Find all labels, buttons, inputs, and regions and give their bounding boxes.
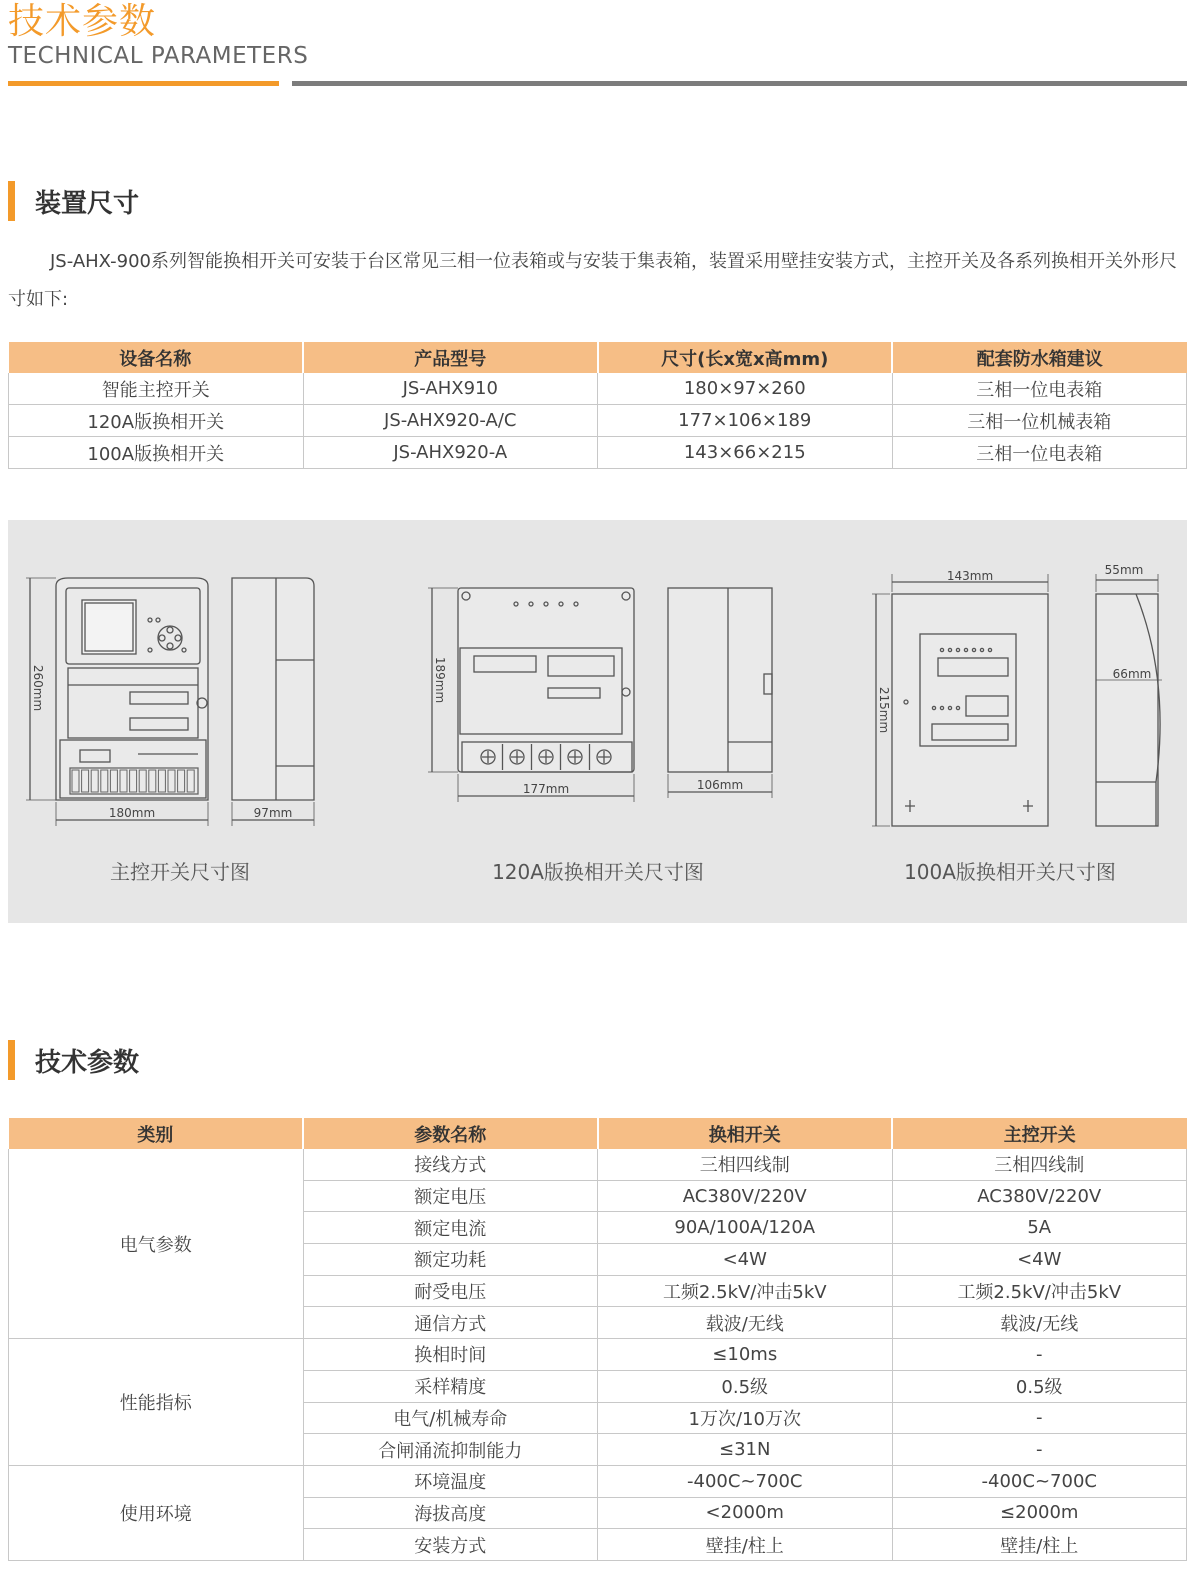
table-cell: 环境温度 [303,1465,598,1497]
table-cell: -400C~700C [892,1465,1187,1497]
dimension-diagram-panel [8,520,1187,923]
table-cell: JS-AHX910 [303,373,598,405]
table-cell: 额定电流 [303,1212,598,1244]
dim-label-depth-100a: 55mm [1104,563,1144,577]
page-subtitle: TECHNICAL PARAMETERS [8,43,309,69]
table-row [9,373,1187,405]
table-cell: 120A版换相开关 [9,405,304,437]
table-header-row [9,342,1187,373]
table-cell: 采样精度 [303,1370,598,1402]
table-cell: 工频2.5kV/冲击5kV [892,1275,1187,1307]
table-row [9,1465,1187,1497]
main-controller-front-drawing [26,578,208,826]
table-cell: AC380V/220V [598,1180,893,1212]
table-cell: 耐受电压 [303,1275,598,1307]
diagram-caption-100a: 100A版换相开关尺寸图 [904,860,1116,884]
table-cell: ≤10ms [598,1339,893,1371]
column-header: 产品型号 [303,342,598,373]
table-cell: 载波/无线 [892,1307,1187,1339]
table-cell: 海拔高度 [303,1497,598,1529]
table-cell: 三相四线制 [598,1149,893,1180]
table-cell: 安装方式 [303,1529,598,1561]
section-marker [8,1040,15,1080]
table-cell: 额定电压 [303,1180,598,1212]
dim-label-height-main: 260mm [31,664,45,712]
table-cell: 5A [892,1212,1187,1244]
main-controller-side-drawing [232,578,314,826]
section-heading-dimensions [8,181,139,221]
table-cell: 通信方式 [303,1307,598,1339]
table-cell: 接线方式 [303,1149,598,1180]
column-header: 参数名称 [303,1118,598,1149]
table-cell: 三相一位电表箱 [892,437,1187,469]
category-cell: 性能指标 [9,1339,304,1466]
table-cell: - [892,1434,1187,1466]
section-title: 装置尺寸 [35,188,140,219]
page-title: 技术参数 [8,1,157,42]
column-header: 配套防水箱建议 [892,342,1187,373]
table-cell: 合闸涌流抑制能力 [303,1434,598,1466]
table-cell: ≤31N [598,1434,893,1466]
dim-label-depth-main: 97mm [253,806,293,820]
diagram-caption-main: 主控开关尺寸图 [110,860,250,884]
column-header: 设备名称 [9,342,304,373]
column-header: 换相开关 [598,1118,893,1149]
dim-label-height-120a: 189mm [433,656,447,704]
table-cell: 壁挂/柱上 [892,1529,1187,1561]
dimensions-table [8,342,1187,469]
table-cell: <4W [598,1244,893,1276]
table-row [9,405,1187,437]
switch-100a-side-drawing [1096,574,1162,826]
switch-120a-side-drawing [668,588,772,798]
table-cell: 100A版换相开关 [9,437,304,469]
dim-label-width-main: 180mm [108,806,156,820]
table-row [9,437,1187,469]
table-cell: 三相一位机械表箱 [892,405,1187,437]
title-underline-accent [8,81,279,86]
table-cell: 工频2.5kV/冲击5kV [598,1275,893,1307]
switch-100a-front-drawing [872,574,1048,826]
table-cell: 额定功耗 [303,1244,598,1276]
section-heading-parameters [8,1040,139,1080]
table-row [9,1149,1187,1180]
table-cell: AC380V/220V [892,1180,1187,1212]
column-header: 主控开关 [892,1118,1187,1149]
dim-label-height-100a: 215mm [877,686,891,734]
table-cell: - [892,1339,1187,1371]
table-row [9,1339,1187,1371]
dim-label-depth2-100a: 66mm [1112,667,1152,681]
table-cell: 电气/机械寿命 [303,1402,598,1434]
table-cell: 177×106×189 [598,405,893,437]
section-marker [8,181,15,221]
table-cell: -400C~700C [598,1465,893,1497]
category-cell: 电气参数 [9,1149,304,1339]
table-cell: 143×66×215 [598,437,893,469]
category-cell: 使用环境 [9,1465,304,1560]
table-cell: - [892,1402,1187,1434]
table-cell: 0.5级 [892,1370,1187,1402]
column-header: 类别 [9,1118,304,1149]
table-cell: ≤2000m [892,1497,1187,1529]
table-cell: <2000m [598,1497,893,1529]
column-header: 尺寸(长x宽x高mm) [598,342,893,373]
table-cell: 壁挂/柱上 [598,1529,893,1561]
table-header-row [9,1118,1187,1149]
section-title: 技术参数 [35,1047,140,1078]
intro-paragraph: JS-AHX-900系列智能换相开关可安装于台区常见三相一位表箱或与安装于集表箱，装置采用壁挂安装方式，主控开关及各系列换相开关外形尺寸如下: [8,251,1177,310]
dim-label-width-100a: 143mm [946,569,994,583]
table-cell: <4W [892,1244,1187,1276]
dim-label-width-120a: 177mm [522,782,570,796]
table-cell: 180×97×260 [598,373,893,405]
switch-120a-front-drawing [428,588,634,802]
table-cell: 三相四线制 [892,1149,1187,1180]
diagram-caption-120a: 120A版换相开关尺寸图 [492,860,704,884]
table-cell: 90A/100A/120A [598,1212,893,1244]
table-cell: 1万次/10万次 [598,1402,893,1434]
table-cell: JS-AHX920-A [303,437,598,469]
dim-label-depth-120a: 106mm [696,778,744,792]
table-cell: 换相时间 [303,1339,598,1371]
table-cell: 0.5级 [598,1370,893,1402]
table-cell: JS-AHX920-A/C [303,405,598,437]
table-cell: 三相一位电表箱 [892,373,1187,405]
title-underline-rule [292,81,1187,86]
parameters-table [8,1118,1187,1561]
table-cell: 载波/无线 [598,1307,893,1339]
table-cell: 智能主控开关 [9,373,304,405]
